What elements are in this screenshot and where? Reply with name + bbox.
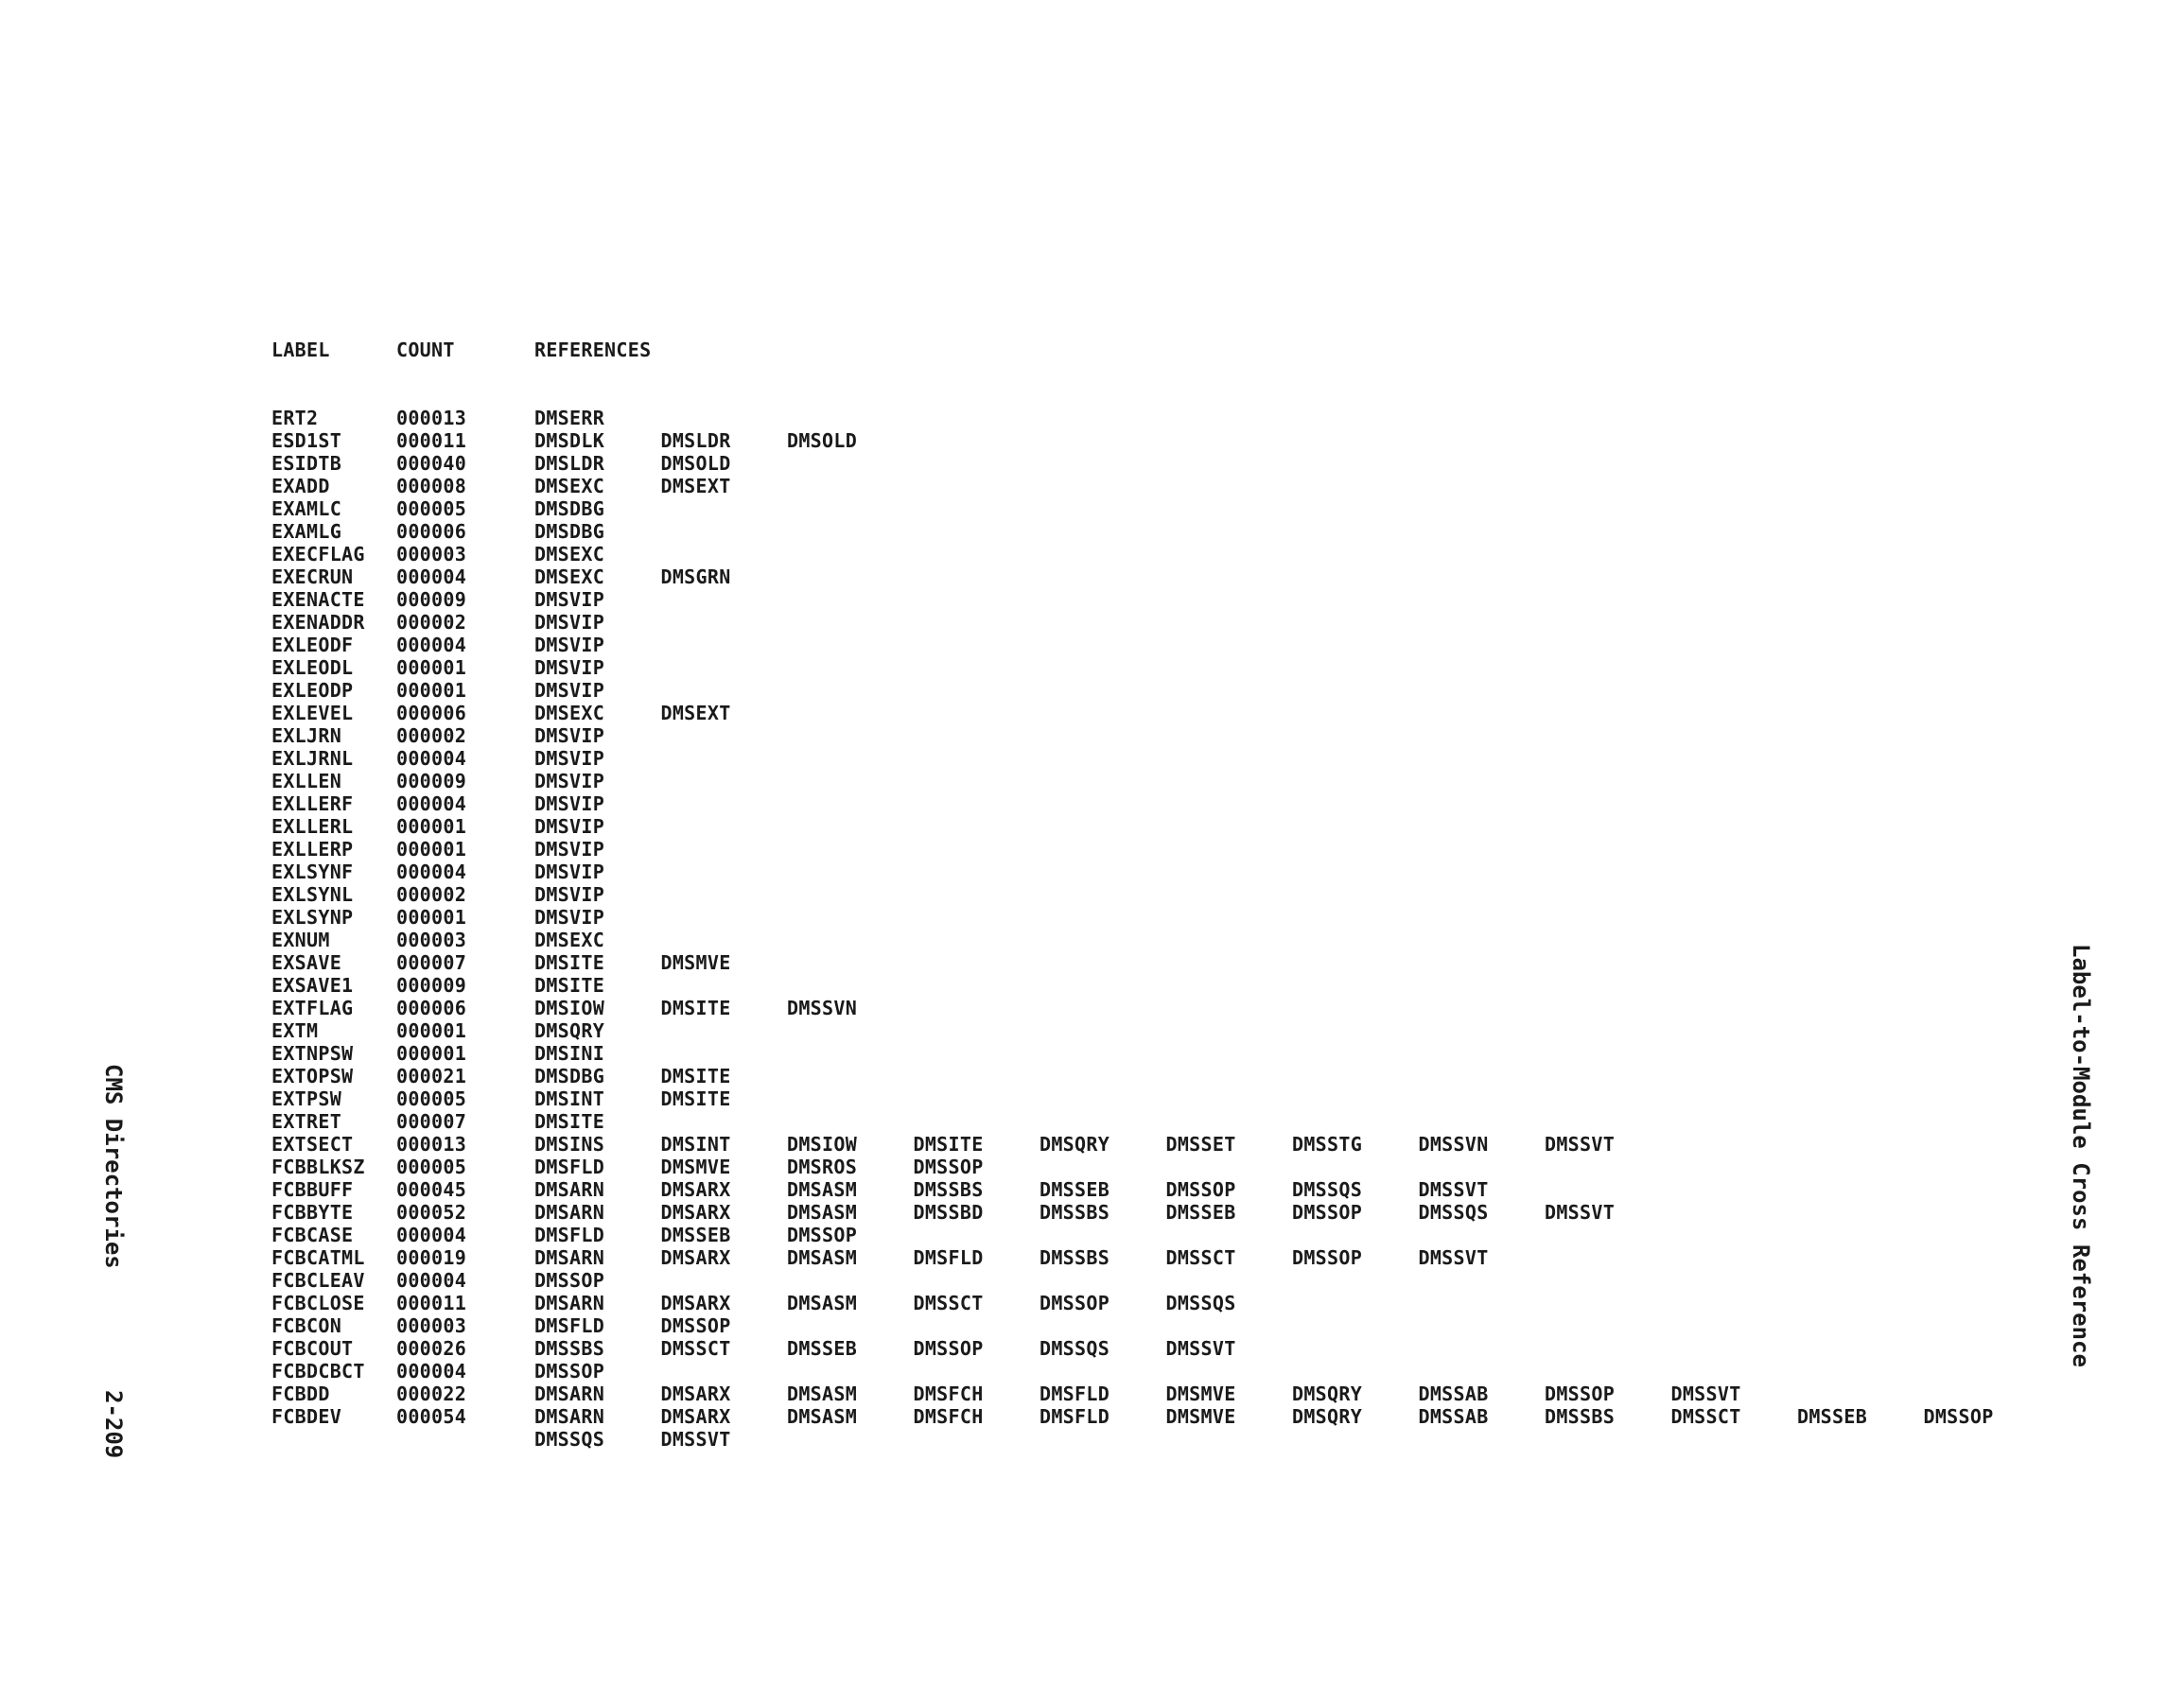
header-references: REFERENCES — [534, 339, 652, 361]
row-count: 000054 — [396, 1405, 467, 1428]
row-label: EXTPSW — [271, 1087, 342, 1110]
row-reference: DMSINT — [660, 1133, 731, 1156]
row-reference: DMSSBS — [1040, 1201, 1110, 1224]
row-reference: DMSARN — [534, 1405, 605, 1428]
row-label: FCBDEV — [271, 1405, 342, 1428]
row-reference: DMSVIP — [534, 861, 605, 883]
row-reference: DMSSQS — [1292, 1178, 1363, 1201]
row-count: 000007 — [396, 951, 467, 974]
row-reference: DMSARX — [660, 1292, 731, 1314]
row-label: EXLSYNL — [271, 883, 354, 906]
row-count: 000045 — [396, 1178, 467, 1201]
row-label: ERT2 — [271, 407, 319, 429]
row-reference: DMSARN — [534, 1292, 605, 1314]
row-reference: DMSSBD — [913, 1201, 984, 1224]
row-reference: DMSSOP — [1292, 1246, 1363, 1269]
row-reference: DMSITE — [660, 1087, 731, 1110]
row-count: 000040 — [396, 452, 467, 475]
row-reference: DMSEXC — [534, 702, 605, 724]
row-reference: DMSVIP — [534, 815, 605, 838]
row-count: 000002 — [396, 611, 467, 634]
row-count: 000013 — [396, 1133, 467, 1156]
row-reference: DMSSCT — [1670, 1405, 1741, 1428]
row-label: EXLEVEL — [271, 702, 354, 724]
row-count: 000004 — [396, 1360, 467, 1383]
row-label: ESIDTB — [271, 452, 342, 475]
row-reference: DMSITE — [660, 1065, 731, 1087]
row-count: 000003 — [396, 929, 467, 951]
row-reference: DMSSOP — [913, 1156, 984, 1178]
row-reference: DMSSEB — [1040, 1178, 1110, 1201]
row-label: EXLLEN — [271, 770, 342, 792]
row-reference: DMSARX — [660, 1201, 731, 1224]
row-reference: DMSARN — [534, 1246, 605, 1269]
row-reference: DMSSEB — [787, 1337, 858, 1360]
row-label: EXLEODF — [271, 634, 354, 656]
row-reference: DMSSVT — [1545, 1133, 1616, 1156]
row-label: EXENADDR — [271, 611, 365, 634]
row-reference: DMSDBG — [534, 497, 605, 520]
row-label: EXADD — [271, 475, 330, 497]
row-reference: DMSSVT — [1418, 1178, 1489, 1201]
row-reference: DMSASM — [787, 1246, 858, 1269]
row-reference: DMSQRY — [534, 1019, 605, 1042]
row-reference: DMSVIP — [534, 656, 605, 679]
row-count: 000001 — [396, 1042, 467, 1065]
row-reference: DMSQRY — [1040, 1133, 1110, 1156]
row-count: 000019 — [396, 1246, 467, 1269]
row-label: EXTFLAG — [271, 997, 354, 1019]
row-reference: DMSLDR — [660, 429, 731, 452]
row-reference: DMSSEB — [1797, 1405, 1868, 1428]
row-reference: DMSEXC — [534, 543, 605, 565]
row-reference: DMSSOP — [1292, 1201, 1363, 1224]
row-reference: DMSOLD — [660, 452, 731, 475]
row-label: EXNUM — [271, 929, 330, 951]
row-count: 000004 — [396, 565, 467, 588]
row-reference: DMSSEB — [1165, 1201, 1236, 1224]
row-count: 000009 — [396, 588, 467, 611]
row-reference: DMSARN — [534, 1178, 605, 1201]
row-reference: DMSSBS — [913, 1178, 984, 1201]
row-count: 000001 — [396, 906, 467, 929]
row-reference: DMSERR — [534, 407, 605, 429]
row-reference: DMSSTG — [1292, 1133, 1363, 1156]
row-reference: DMSMVE — [1165, 1405, 1236, 1428]
row-reference: DMSVIP — [534, 724, 605, 747]
row-reference: DMSDBG — [534, 520, 605, 543]
row-reference: DMSSOP — [787, 1224, 858, 1246]
row-reference: DMSFLD — [1040, 1383, 1110, 1405]
row-count: 000005 — [396, 1156, 467, 1178]
row-reference: DMSARX — [660, 1405, 731, 1428]
row-count: 000052 — [396, 1201, 467, 1224]
row-count: 000004 — [396, 634, 467, 656]
row-label: EXTM — [271, 1019, 319, 1042]
left-margin-caption — [95, 1064, 132, 1480]
row-reference: DMSITE — [534, 951, 605, 974]
row-label: EXTSECT — [271, 1133, 354, 1156]
row-reference: DMSVIP — [534, 588, 605, 611]
row-reference: DMSSCT — [913, 1292, 984, 1314]
row-label: FCBBLKSZ — [271, 1156, 365, 1178]
row-reference: DMSOLD — [787, 429, 858, 452]
row-label: EXECRUN — [271, 565, 354, 588]
row-count: 000004 — [396, 792, 467, 815]
row-reference: DMSFLD — [534, 1156, 605, 1178]
row-reference: DMSITE — [660, 997, 731, 1019]
row-reference: DMSSAB — [1418, 1405, 1489, 1428]
row-count: 000001 — [396, 838, 467, 861]
row-reference: DMSFLD — [534, 1314, 605, 1337]
row-count: 000004 — [396, 747, 467, 770]
row-reference: DMSASM — [787, 1201, 858, 1224]
row-reference: DMSVIP — [534, 634, 605, 656]
row-count: 000007 — [396, 1110, 467, 1133]
row-reference: DMSVIP — [534, 792, 605, 815]
row-count: 000013 — [396, 407, 467, 429]
row-label: FCBCATML — [271, 1246, 365, 1269]
row-reference: DMSASM — [787, 1178, 858, 1201]
row-reference: DMSEXT — [660, 702, 731, 724]
row-label: FCBCASE — [271, 1224, 354, 1246]
row-count: 000003 — [396, 1314, 467, 1337]
row-reference: DMSMVE — [1165, 1383, 1236, 1405]
row-reference: DMSINS — [534, 1133, 605, 1156]
row-label: FCBDCBCT — [271, 1360, 365, 1383]
row-reference: DMSLDR — [534, 452, 605, 475]
row-label: FCBDD — [271, 1383, 330, 1405]
row-label: EXLJRN — [271, 724, 342, 747]
row-reference: DMSVIP — [534, 770, 605, 792]
row-label: EXLSYNP — [271, 906, 354, 929]
row-label: EXLLERL — [271, 815, 354, 838]
right-margin-caption — [2062, 944, 2100, 1473]
row-reference: DMSSOP — [534, 1269, 605, 1292]
row-reference: DMSITE — [534, 1110, 605, 1133]
row-reference: DMSSVN — [1418, 1133, 1489, 1156]
row-label: EXENACTE — [271, 588, 365, 611]
row-count: 000005 — [396, 497, 467, 520]
row-label: FCBCON — [271, 1314, 342, 1337]
row-count: 000022 — [396, 1383, 467, 1405]
row-count: 000011 — [396, 1292, 467, 1314]
row-label: EXLJRNL — [271, 747, 354, 770]
row-reference: DMSIOW — [787, 1133, 858, 1156]
row-reference: DMSARX — [660, 1178, 731, 1201]
row-reference: DMSQRY — [1292, 1383, 1363, 1405]
row-count: 000001 — [396, 815, 467, 838]
row-reference: DMSMVE — [660, 1156, 731, 1178]
row-reference: DMSSVT — [1165, 1337, 1236, 1360]
row-count: 000004 — [396, 861, 467, 883]
row-reference: DMSVIP — [534, 611, 605, 634]
row-label: EXAMLC — [271, 497, 342, 520]
row-reference: DMSASM — [787, 1383, 858, 1405]
row-reference: DMSSVN — [787, 997, 858, 1019]
row-label: EXSAVE — [271, 951, 342, 974]
row-reference: DMSQRY — [1292, 1405, 1363, 1428]
row-reference: DMSSCT — [660, 1337, 731, 1360]
row-reference: DMSINT — [534, 1087, 605, 1110]
row-count: 000002 — [396, 883, 467, 906]
row-label: EXLLERF — [271, 792, 354, 815]
row-count: 000001 — [396, 679, 467, 702]
row-reference: DMSSOP — [1165, 1178, 1236, 1201]
running-title: Label-to-Module Cross Reference — [2068, 944, 2094, 1367]
row-count: 000026 — [396, 1337, 467, 1360]
row-reference: DMSVIP — [534, 838, 605, 861]
row-count: 000006 — [396, 702, 467, 724]
row-count: 000003 — [396, 543, 467, 565]
row-count: 000002 — [396, 724, 467, 747]
row-label: EXLLERP — [271, 838, 354, 861]
row-reference: DMSARX — [660, 1246, 731, 1269]
row-reference: DMSEXT — [660, 475, 731, 497]
row-reference: DMSASM — [787, 1405, 858, 1428]
row-label: EXTOPSW — [271, 1065, 354, 1087]
row-reference: DMSSOP — [660, 1314, 731, 1337]
row-reference: DMSSAB — [1418, 1383, 1489, 1405]
row-count: 000006 — [396, 520, 467, 543]
row-label: ESD1ST — [271, 429, 342, 452]
row-label: EXLSYNF — [271, 861, 354, 883]
row-count: 000001 — [396, 1019, 467, 1042]
row-label: EXTNPSW — [271, 1042, 354, 1065]
row-reference: DMSROS — [787, 1156, 858, 1178]
row-reference: DMSVIP — [534, 747, 605, 770]
row-count: 000001 — [396, 656, 467, 679]
row-label: FCBCOUT — [271, 1337, 354, 1360]
row-reference: DMSINI — [534, 1042, 605, 1065]
row-label: EXLEODP — [271, 679, 354, 702]
section-title: CMS Directories — [100, 1064, 127, 1269]
row-count: 000009 — [396, 974, 467, 997]
row-reference: DMSSQS — [1418, 1201, 1489, 1224]
page-number: 2-209 — [100, 1390, 127, 1459]
row-reference: DMSIOW — [534, 997, 605, 1019]
row-reference: DMSFCH — [913, 1405, 984, 1428]
header-label: LABEL — [271, 339, 330, 361]
row-reference: DMSSEB — [660, 1224, 731, 1246]
row-reference: DMSDBG — [534, 1065, 605, 1087]
row-reference: DMSSBS — [534, 1337, 605, 1360]
row-label: EXLEODL — [271, 656, 354, 679]
row-reference: DMSITE — [534, 974, 605, 997]
row-reference: DMSSQS — [1040, 1337, 1110, 1360]
row-label: EXECFLAG — [271, 543, 365, 565]
row-reference: DMSSVT — [660, 1428, 731, 1451]
row-reference: DMSVIP — [534, 883, 605, 906]
row-label: EXAMLG — [271, 520, 342, 543]
row-reference: DMSARX — [660, 1383, 731, 1405]
row-reference: DMSGRN — [660, 565, 731, 588]
row-count: 000004 — [396, 1224, 467, 1246]
row-reference: DMSSQS — [1165, 1292, 1236, 1314]
header-count: COUNT — [396, 339, 455, 361]
row-reference: DMSSCT — [1165, 1246, 1236, 1269]
row-reference: DMSSOP — [1040, 1292, 1110, 1314]
row-count: 000008 — [396, 475, 467, 497]
row-reference: DMSVIP — [534, 906, 605, 929]
row-label: FCBBUFF — [271, 1178, 354, 1201]
row-label: FCBCLOSE — [271, 1292, 365, 1314]
row-count: 000005 — [396, 1087, 467, 1110]
row-reference: DMSSOP — [534, 1360, 605, 1383]
row-reference: DMSSQS — [534, 1428, 605, 1451]
row-count: 000004 — [396, 1269, 467, 1292]
row-reference: DMSARN — [534, 1383, 605, 1405]
row-reference: DMSFCH — [913, 1383, 984, 1405]
row-reference: DMSMVE — [660, 951, 731, 974]
row-reference: DMSSVT — [1545, 1201, 1616, 1224]
row-count: 000011 — [396, 429, 467, 452]
row-reference: DMSSOP — [1923, 1405, 1994, 1428]
row-reference: DMSFLD — [534, 1224, 605, 1246]
row-reference: DMSEXC — [534, 929, 605, 951]
row-reference: DMSSVT — [1418, 1246, 1489, 1269]
row-reference: DMSSOP — [1545, 1383, 1616, 1405]
row-reference: DMSEXC — [534, 475, 605, 497]
row-label: FCBBYTE — [271, 1201, 354, 1224]
row-reference: DMSASM — [787, 1292, 858, 1314]
row-reference: DMSSVT — [1670, 1383, 1741, 1405]
row-label: EXTRET — [271, 1110, 342, 1133]
row-reference: DMSVIP — [534, 679, 605, 702]
row-reference: DMSARN — [534, 1201, 605, 1224]
row-count: 000006 — [396, 997, 467, 1019]
row-reference: DMSDLK — [534, 429, 605, 452]
row-reference: DMSSET — [1165, 1133, 1236, 1156]
row-reference: DMSFLD — [913, 1246, 984, 1269]
row-reference: DMSITE — [913, 1133, 984, 1156]
row-label: EXSAVE1 — [271, 974, 354, 997]
row-reference: DMSSBS — [1545, 1405, 1616, 1428]
row-reference: DMSEXC — [534, 565, 605, 588]
row-label: FCBCLEAV — [271, 1269, 365, 1292]
row-reference: DMSFLD — [1040, 1405, 1110, 1428]
row-reference: DMSSBS — [1040, 1246, 1110, 1269]
row-count: 000009 — [396, 770, 467, 792]
row-reference: DMSSOP — [913, 1337, 984, 1360]
row-count: 000021 — [396, 1065, 467, 1087]
